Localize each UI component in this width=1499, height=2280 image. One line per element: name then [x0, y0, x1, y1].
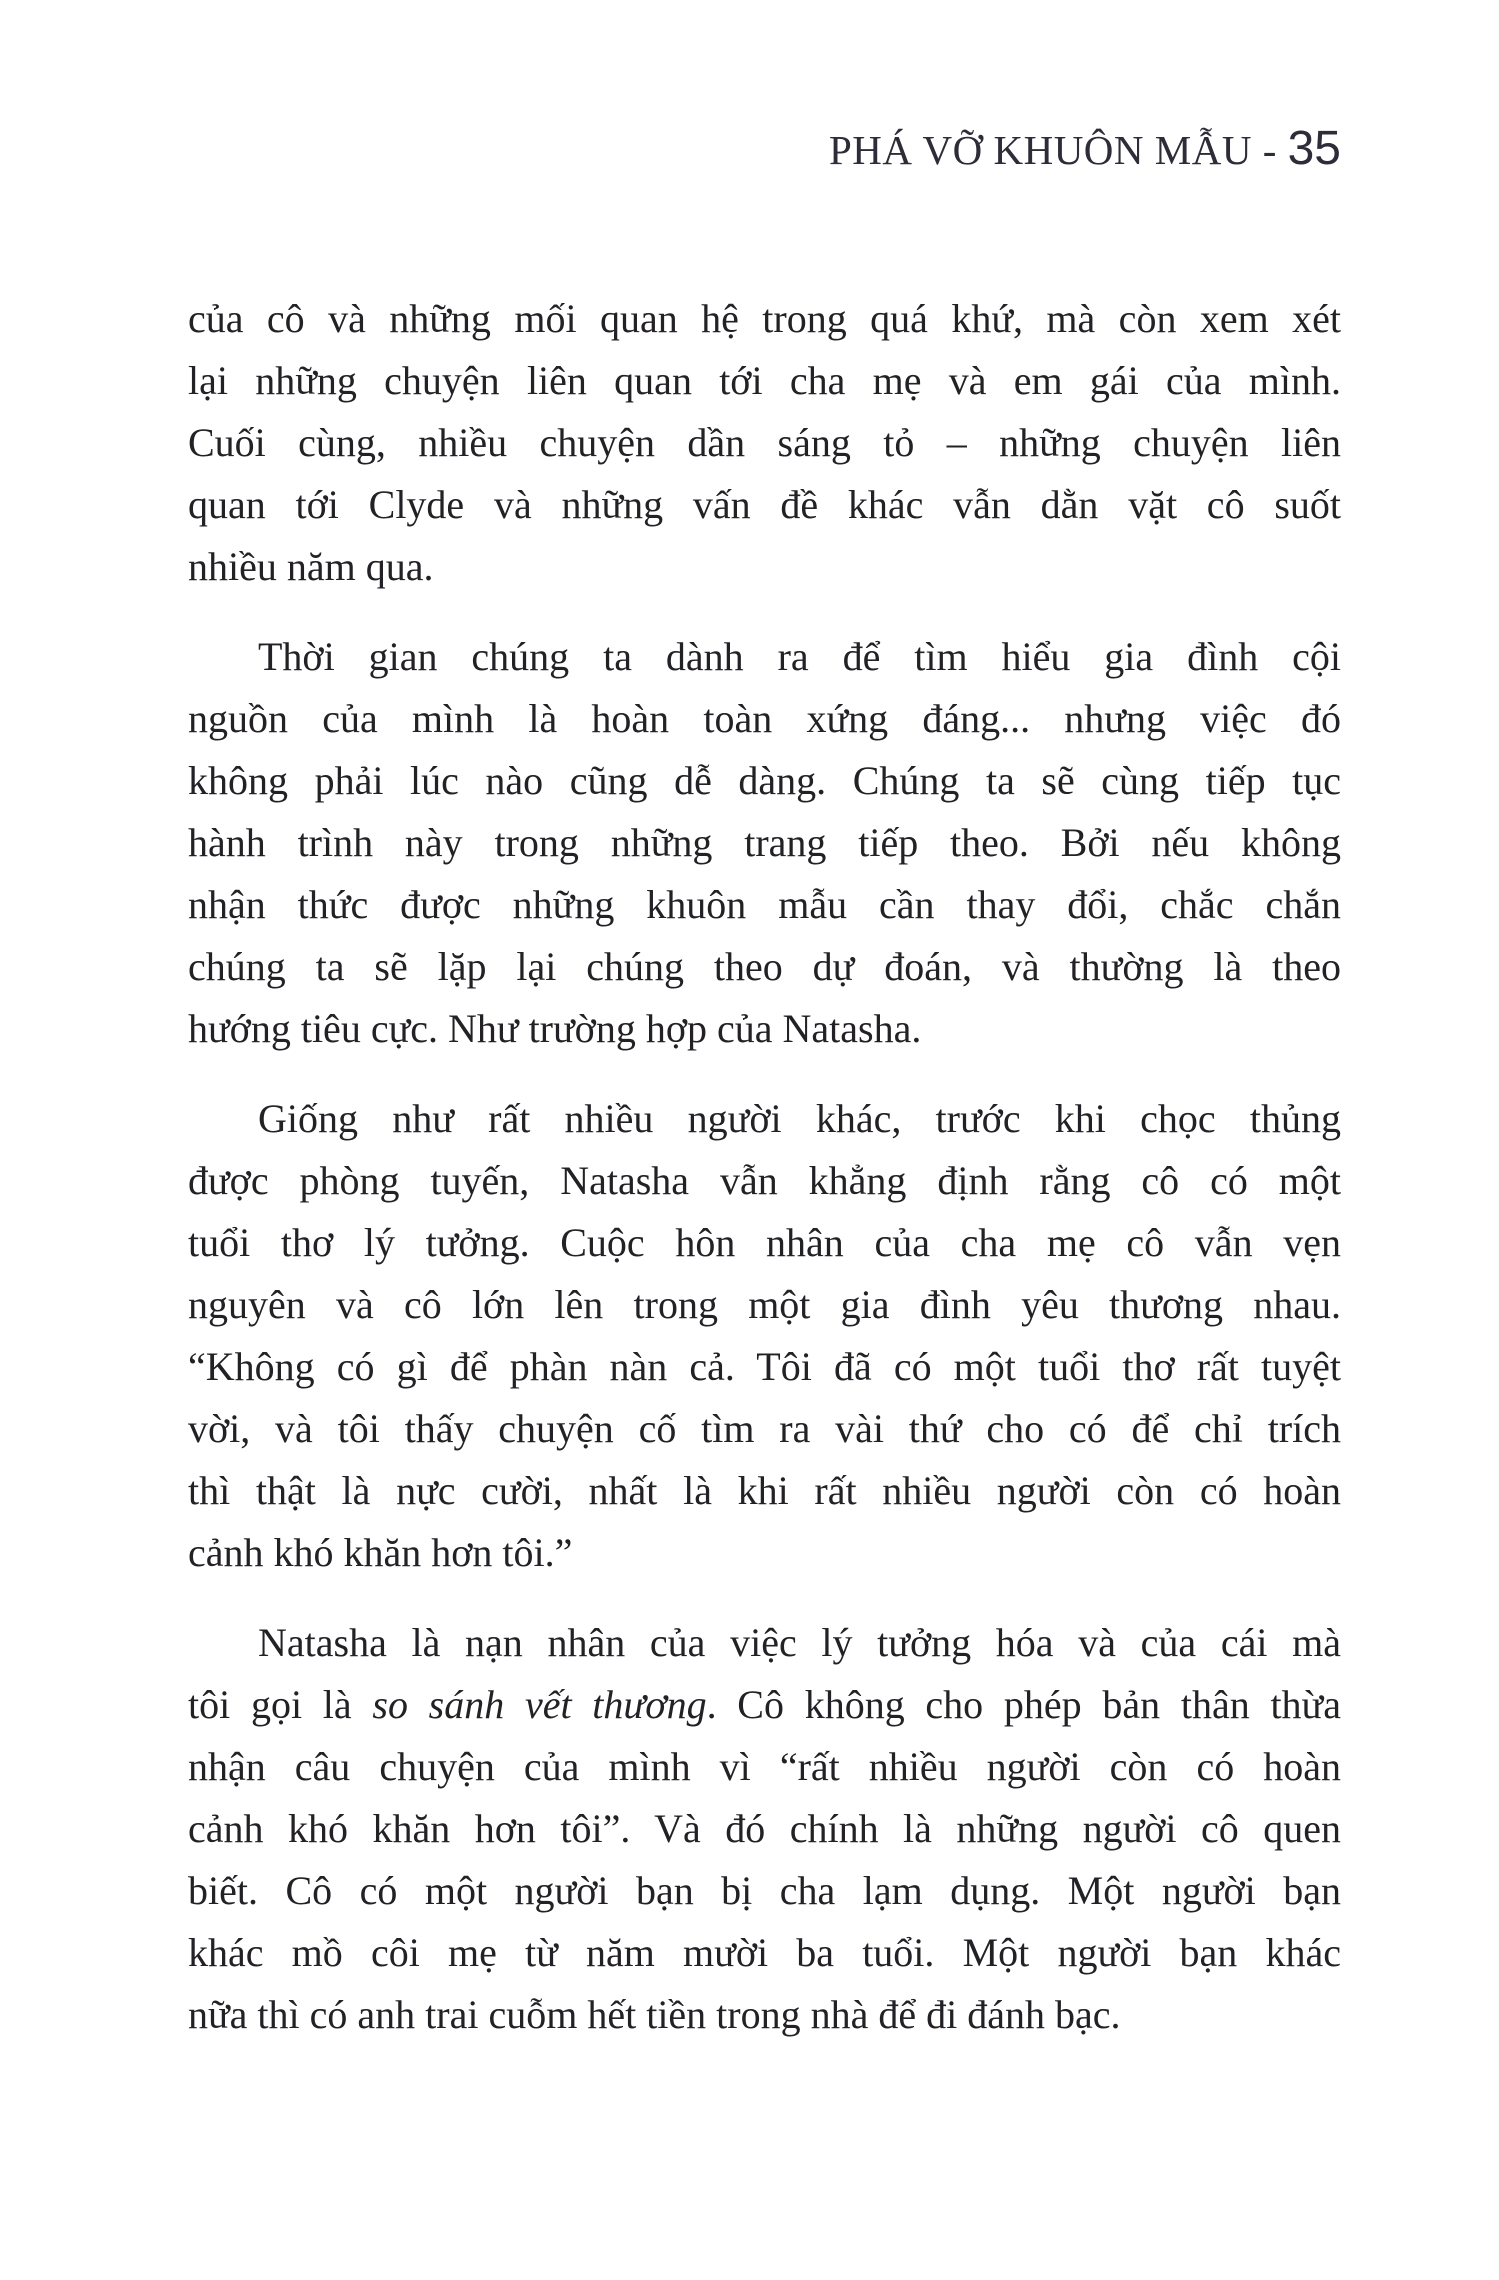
text-segment: nhiều năm qua.	[188, 544, 434, 589]
text-line	[188, 874, 1341, 936]
text-line	[188, 998, 1341, 1060]
text-line	[188, 1922, 1341, 1984]
text-block	[188, 288, 1341, 2046]
text-segment: hành trình này trong những trang tiếp theo. Bởi nếu không	[188, 820, 1341, 865]
text-line	[188, 626, 1341, 688]
text-segment: khác mồ côi mẹ từ năm mười ba tuổi. Một người bạn khác	[188, 1930, 1341, 1975]
text-line	[188, 1674, 1341, 1736]
text-segment: Thời gian chúng ta dành ra để tìm hiểu gia đình cội	[258, 634, 1341, 679]
text-segment: quan tới Clyde và những vấn đề khác vẫn dằn vặt cô suốt	[188, 482, 1341, 527]
text-line	[188, 1150, 1341, 1212]
text-line	[188, 750, 1341, 812]
text-segment: Natasha là nạn nhân của việc lý tưởng hóa và của cái mà	[258, 1620, 1341, 1665]
running-header-title: PHÁ VỠ KHUÔN MẪU	[828, 127, 1252, 173]
text-line	[188, 1612, 1341, 1674]
paragraph	[188, 288, 1341, 598]
text-line	[188, 936, 1341, 998]
text-segment: của cô và những mối quan hệ trong quá khứ, mà còn xem xét	[188, 296, 1341, 341]
text-segment: biết. Cô có một người bạn bị cha lạm dụng. Một người bạn	[188, 1868, 1341, 1913]
page-number: 35	[1287, 122, 1341, 175]
text-line	[188, 1522, 1341, 1584]
text-segment: không phải lúc nào cũng dễ dàng. Chúng ta sẽ cùng tiếp tục	[188, 758, 1341, 803]
text-line	[188, 412, 1341, 474]
text-segment: Cuối cùng, nhiều chuyện dần sáng tỏ – những chuyện liên	[188, 420, 1341, 465]
text-segment: lại những chuyện liên quan tới cha mẹ và em gái của mình.	[188, 358, 1341, 403]
text-line	[188, 1860, 1341, 1922]
text-segment: “Không có gì để phàn nàn cả. Tôi đã có một tuổi thơ rất tuyệt	[188, 1344, 1341, 1389]
paragraph	[188, 626, 1341, 1060]
italic-text-segment: so sánh vết thương	[372, 1682, 707, 1727]
text-line	[188, 1460, 1341, 1522]
text-line	[188, 288, 1341, 350]
text-segment: cảnh khó khăn hơn tôi.”	[188, 1530, 573, 1575]
paragraph	[188, 1088, 1341, 1584]
text-line	[188, 688, 1341, 750]
text-segment: vời, và tôi thấy chuyện cố tìm ra vài thứ cho có để chỉ trích	[188, 1406, 1341, 1451]
text-line	[188, 1798, 1341, 1860]
text-segment: thì thật là nực cười, nhất là khi rất nhiều người còn có hoàn	[188, 1468, 1341, 1513]
text-segment: được phòng tuyến, Natasha vẫn khẳng định rằng cô có một	[188, 1158, 1341, 1203]
text-line	[188, 1088, 1341, 1150]
text-line	[188, 1398, 1341, 1460]
text-segment: nguồn của mình là hoàn toàn xứng đáng... nhưng việc đó	[188, 696, 1341, 741]
text-segment: tôi gọi là	[188, 1682, 373, 1727]
text-line	[188, 1336, 1341, 1398]
text-segment: tuổi thơ lý tưởng. Cuộc hôn nhân của cha mẹ cô vẫn vẹn	[188, 1220, 1341, 1265]
text-segment: hướng tiêu cực. Như trường hợp của Natasha.	[188, 1006, 922, 1051]
running-header	[829, 123, 1341, 176]
text-line	[188, 1212, 1341, 1274]
text-line	[188, 1274, 1341, 1336]
text-line	[188, 1984, 1341, 2046]
text-segment: nữa thì có anh trai cuỗm hết tiền trong nhà để đi đánh bạc.	[188, 1992, 1121, 2037]
text-segment: cảnh khó khăn hơn tôi”. Và đó chính là những người cô quen	[188, 1806, 1341, 1851]
text-segment: Giống như rất nhiều người khác, trước khi chọc thủng	[258, 1096, 1341, 1141]
text-line	[188, 536, 1341, 598]
text-segment: chúng ta sẽ lặp lại chúng theo dự đoán, và thường là theo	[188, 944, 1341, 989]
text-segment: nhận câu chuyện của mình vì “rất nhiều người còn có hoàn	[188, 1744, 1341, 1789]
text-segment: nhận thức được những khuôn mẫu cần thay đổi, chắc chắn	[188, 882, 1341, 927]
text-segment: . Cô không cho phép bản thân thừa	[706, 1682, 1341, 1727]
text-segment: nguyên và cô lớn lên trong một gia đình yêu thương nhau.	[188, 1282, 1341, 1327]
text-line	[188, 474, 1341, 536]
paragraph	[188, 1612, 1341, 2046]
text-line	[188, 812, 1341, 874]
running-header-separator: -	[1251, 127, 1288, 173]
text-line	[188, 350, 1341, 412]
text-line	[188, 1736, 1341, 1798]
